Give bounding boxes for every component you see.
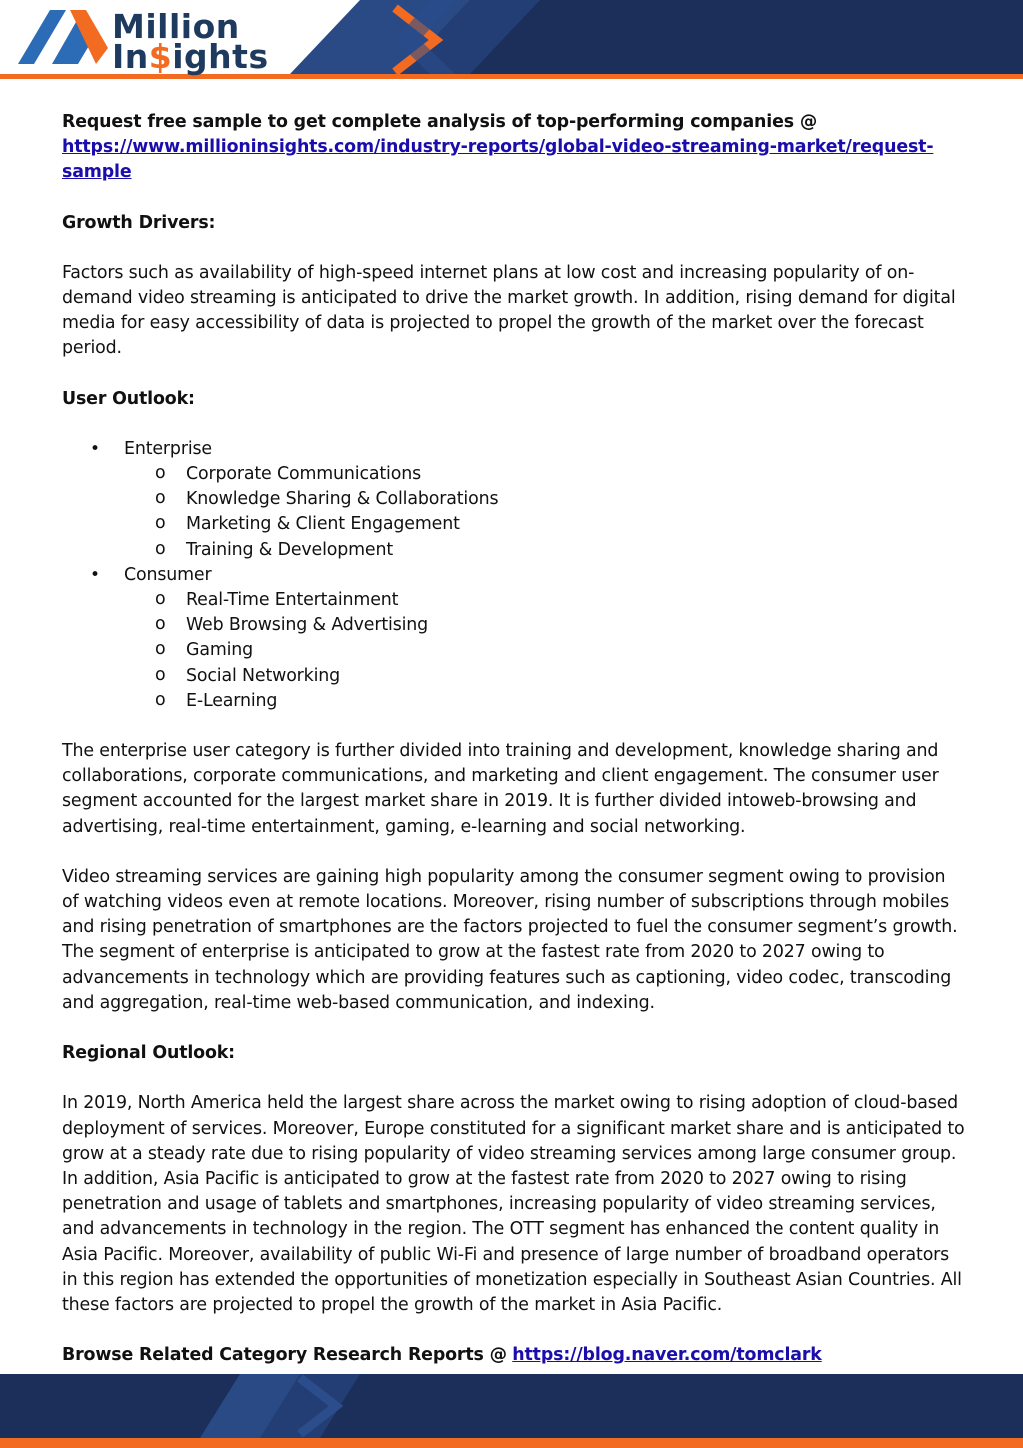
logo-text-million: Million [112, 7, 240, 46]
footer-banner [0, 1374, 1023, 1448]
page-footer [0, 1374, 1023, 1448]
list-item: o Corporate Communications [124, 462, 967, 487]
sample-request [62, 110, 967, 186]
list-item-enterprise [62, 437, 967, 563]
list-item: o Training & Development [124, 538, 967, 563]
list-item: o Social Networking [124, 664, 967, 689]
regional-outlook-heading: Regional Outlook: [62, 1043, 235, 1064]
related-reports-text: Browse Related Category Research Reports @ [62, 1345, 507, 1366]
user-outlook-paragraph-1: The enterprise user category is further divided into training and development, knowledge sharing and collaborations, corporate communications, and marketing and client engagement. The consumer user segment accounted for the largest market share in 2019. It is further divided intoweb-browsing and advertising, real-time entertainment, gaming, e-learning and social networking. [62, 741, 939, 837]
consumer-sublist [124, 588, 967, 714]
sample-request-link[interactable]: https://www.millioninsights.com/industry-reports/global-video-streaming-market/request-sample [62, 137, 934, 183]
page-header [0, 0, 1023, 82]
logo-text-insights: In$ights [112, 37, 269, 76]
list-item-consumer [62, 563, 967, 714]
growth-drivers-heading: Growth Drivers: [62, 212, 216, 233]
list-item-label: Consumer [124, 564, 212, 585]
list-item-label: Enterprise [124, 438, 212, 459]
list-item: o Knowledge Sharing & Collaborations [124, 487, 967, 512]
growth-drivers-paragraph: Factors such as availability of high-speed internet plans at low cost and increasing popularity of on-demand video streaming is anticipated to drive the market growth. In addition, rising demand for digital media for easy accessibility of data is projected to propel the growth of the market over the forecast period. [62, 262, 956, 359]
list-item: o E-Learning [124, 689, 967, 714]
regional-outlook-paragraph: In 2019, North America held the largest share across the market owing to rising adoption of cloud-based deployment of services. Moreover, Europe constituted for a significant market share and is anticipated to grow at a steady rate due to rising popularity of video streaming services among large consumer group. In addition, Asia Pacific is anticipated to grow at the fastest rate from 2020 to 2027 owing to rising penetration and usage of tablets and smartphones, increasing popularity of video streaming services, and advancements in technology in the region. The OTT segment has enhanced the content quality in Asia Pacific. Moreover, availability of public Wi-Fi and presence of large number of broadband operators in this region has extended the opportunities of monetization especially in Southeast Asian Countries. All these factors are projected to propel the growth of the market in Asia Pacific. [62, 1093, 965, 1315]
related-reports [62, 1343, 967, 1368]
user-outlook-heading: User Outlook: [62, 388, 195, 409]
user-outlook-paragraph-2: Video streaming services are gaining high popularity among the consumer segment owing to provision of watching videos even at remote locations. Moreover, rising number of subscriptions through mobiles and rising penetration of smartphones are the factors projected to fuel the consumer segment’s growth. The segment of enterprise is anticipated to grow at the fastest rate from 2020 to 2027 owing to advancements in technology which are providing features such as captioning, video codec, transcoding and aggregation, real-time web-based communication, and indexing. [62, 866, 958, 1013]
list-item: o Marketing & Client Engagement [124, 512, 967, 537]
document-body [62, 110, 967, 1393]
enterprise-sublist [124, 462, 967, 563]
sample-request-text: Request free sample to get complete analysis of top-performing companies @ [62, 112, 818, 132]
list-item: o Real-Time Entertainment [124, 588, 967, 613]
list-item: o Web Browsing & Advertising [124, 613, 967, 638]
related-reports-link[interactable]: https://blog.naver.com/tomclark [512, 1345, 822, 1366]
list-item: o Gaming [124, 638, 967, 663]
user-outlook-list [62, 437, 967, 714]
